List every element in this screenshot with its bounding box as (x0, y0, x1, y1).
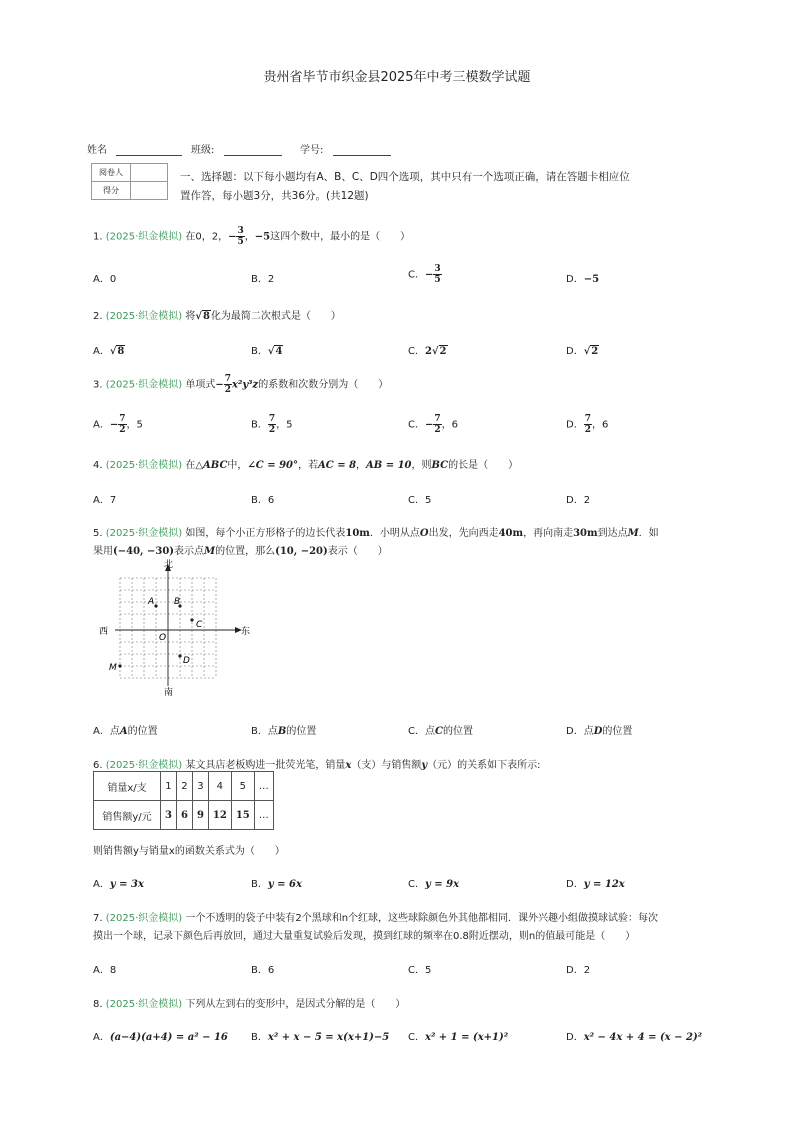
point-b-label: B (174, 597, 181, 607)
table-cell: … (254, 772, 273, 801)
q8-option-d[interactable]: D．x² − 4x + 4 = (x − 2)² (566, 1032, 703, 1043)
question-6-followup: 则销售额y与销量x的函数关系式为（ ） (93, 846, 285, 857)
point-m-label: M (109, 663, 117, 673)
q4-option-c[interactable]: C．5 (408, 495, 432, 506)
class-field[interactable] (191, 141, 282, 156)
table-row (94, 772, 274, 801)
q4-option-b[interactable]: B．6 (251, 495, 275, 506)
q3-option-d[interactable]: D． $\frac{7}{2}$ ，6 (566, 414, 609, 435)
q7-option-b[interactable]: B．6 (251, 965, 275, 976)
class-label: 班级: (191, 145, 215, 156)
score-box (91, 163, 168, 200)
question-4: 4. (2025·织金模拟) 在△ABC中，∠C = 90°，若AC = 8，AB = 10，则BC的长是（ ） (93, 460, 519, 471)
question-1: 1. (2025·织金模拟) 在0，2，− $\frac{3}{5}$ ，−5这四个数中，最小的是（ ） (93, 226, 411, 247)
question-5-line-1: 5. (2025·织金模拟) 如图，每个小正方形格子的边长代表10m．小明从点O出发，先向西走40m，再向南走30m到达点M．如 (93, 528, 659, 539)
point-c (190, 618, 193, 621)
east-label: 东 (241, 627, 251, 637)
q5-option-c[interactable]: C．点C的位置 (408, 726, 473, 737)
page-title: 贵州省毕节市织金县2025年中考三模数学试题 (263, 70, 531, 85)
q2-option-b[interactable]: B．√4 (251, 346, 283, 357)
south-label: 南 (164, 688, 174, 698)
point-a (154, 604, 157, 607)
question-3: 3. (2025·织金模拟) 单项式− $\frac{7}{2}$ x²y³z的系数和次数分别为（ ） (93, 374, 389, 395)
q7-option-c[interactable]: C．5 (408, 965, 432, 976)
student-id-field[interactable] (300, 141, 391, 156)
table-cell: 9 (192, 801, 208, 830)
q2-option-a[interactable]: A．√8 (93, 346, 125, 357)
q8-option-b[interactable]: B．x² + x − 5 = x(x+1)−5 (251, 1032, 390, 1043)
section-heading: 一、选择题：以下每小题均有A、B、C、D四个选项，其中只有一个选项正确，请在答题卡相应位置作答，每小题3分，共36分。(共12题) (180, 171, 630, 202)
grader-label: 阅卷人 (92, 164, 131, 182)
question-7-line-1: 7. (2025·织金模拟) 一个不透明的袋子中装有2个黑球和n个红球，这些球除颜色外其他都相同．课外兴趣小组做摸球试验：每次 (93, 913, 659, 924)
q5-option-b[interactable]: B．点B的位置 (251, 726, 317, 737)
point-d (178, 654, 181, 657)
table-cell: 3 (161, 801, 177, 830)
question-8: 8. (2025·织金模拟) 下列从左到右的变形中，是因式分解的是（ ） (93, 999, 406, 1010)
score-label: 得分 (92, 182, 131, 200)
id-label: 学号: (300, 145, 324, 156)
q8-option-c[interactable]: C．x² + 1 = (x+1)² (408, 1032, 509, 1043)
q4-option-a[interactable]: A．7 (93, 495, 117, 506)
table-cell: 15 (231, 801, 254, 830)
table-cell: 1 (161, 772, 177, 801)
table-cell: 12 (208, 801, 231, 830)
q3-option-a[interactable]: A．− $\frac{7}{2}$ ，5 (93, 414, 143, 435)
origin-label: O (159, 633, 167, 643)
name-label: 姓名 (87, 145, 107, 156)
question-7-line-2: 摸出一个球，记录下颜色后再放回，通过大量重复试验后发现，摸到红球的频率在0.8附近摆动，则n的值最可能是（ ） (93, 931, 636, 942)
table-row (94, 801, 274, 830)
table-cell: 3 (192, 772, 208, 801)
q2-option-d[interactable]: D．√2 (566, 346, 599, 357)
point-c-label: C (196, 620, 203, 630)
question-2: 2. (2025·织金模拟) 将√8化为最简二次根式是（ ） (93, 311, 341, 322)
point-a-label: A (148, 597, 155, 607)
q6-option-b[interactable]: B．y = 6x (251, 879, 302, 890)
point-m (118, 664, 121, 667)
question-5-line-2: 果用(−40, −30)表示点M的位置，那么(10, −20)表示（ ） (93, 546, 388, 557)
q6-option-c[interactable]: C．y = 9x (408, 879, 460, 890)
q5-option-a[interactable]: A．点A的位置 (93, 726, 158, 737)
q7-option-a[interactable]: A．8 (93, 965, 117, 976)
q6-option-d[interactable]: D．y = 12x (566, 879, 625, 890)
name-field[interactable] (87, 141, 182, 156)
sales-table (93, 771, 274, 830)
q1-option-a[interactable]: A．0 (93, 274, 117, 285)
q1-option-c[interactable]: C．− $\frac{3}{5}$ (408, 264, 441, 285)
table-cell: 5 (231, 772, 254, 801)
q2-option-c[interactable]: C．2√2 (408, 346, 447, 357)
q7-option-d[interactable]: D．2 (566, 965, 591, 976)
q1-option-d[interactable]: D．−5 (566, 274, 600, 285)
question-tag: (2025·织金模拟) (105, 231, 183, 243)
question-6: 6. (2025·织金模拟) 某文具店老板购进一批荧光笔，销量x（支）与销售额y（元）的关系如下表所示: (93, 760, 541, 771)
q3-option-c[interactable]: C．− $\frac{7}{2}$ ，6 (408, 414, 459, 435)
coordinate-grid-figure (95, 558, 255, 698)
table-header: 销量x/支 (94, 772, 161, 801)
q4-option-d[interactable]: D．2 (566, 495, 591, 506)
q1-option-b[interactable]: B．2 (251, 274, 275, 285)
table-cell: 4 (208, 772, 231, 801)
north-label: 北 (164, 560, 174, 570)
point-d-label: D (183, 656, 190, 666)
table-cell: 6 (176, 801, 192, 830)
table-header: 销售额y/元 (94, 801, 161, 830)
table-cell: 2 (176, 772, 192, 801)
q5-option-d[interactable]: D．点D的位置 (566, 726, 633, 737)
q3-option-b[interactable]: B． $\frac{7}{2}$ ，5 (251, 414, 293, 435)
west-label: 西 (99, 627, 109, 637)
q8-option-a[interactable]: A．(a−4)(a+4) = a² − 16 (93, 1032, 228, 1043)
q6-option-a[interactable]: A．y = 3x (93, 879, 144, 890)
table-cell: … (254, 801, 273, 830)
